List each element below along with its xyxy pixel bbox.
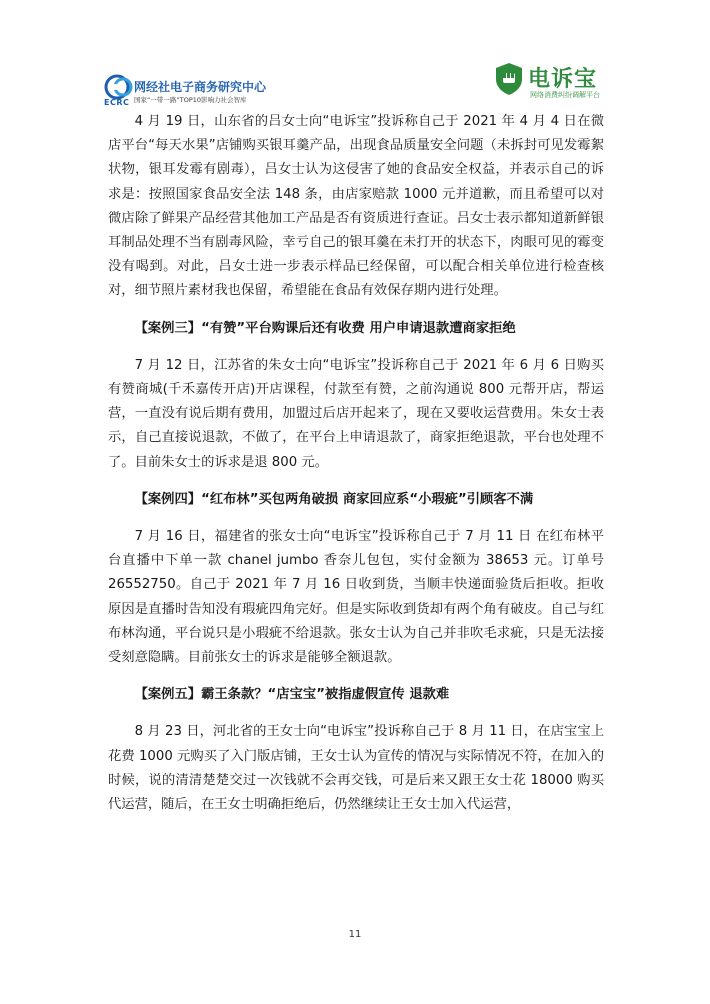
shield-fist-icon — [494, 62, 524, 96]
document-body — [108, 110, 604, 817]
case3-heading: 【案例三】“有赞”平台购课后还有收费 用户申请退款遭商家拒绝 — [134, 320, 516, 336]
paragraph-case2-continued: 4 月 19 日，山东省的吕女士向“电诉宝”投诉称自己于 2021 年 4 月 4 日在微店平台“每天水果”店铺购买银耳羹产品，出现食品质量安全问题（未拆封可见发霉絮状物，银耳发霉有剧毒），吕女士认为这侵害了她的食品安全权益，并表示自己的诉求是：按照国家食品安全法 148 条，由店家赔款 1000 元并道歉，而且希望可以对微店除了鲜果产品经营其他加工产品是否有资质进行查证。吕女士表示都知道新鲜银耳制品处理不当有剧毒风险，幸亏自己的银耳羹在未打开的状态下，肉眼可见的霉变没有喝到。对此，吕女士进一步表示样品已经保留，可以配合相关单位进行检查核对，细节照片素材我也保留，希望能在食品有效保存期内进行处理。 — [108, 114, 604, 299]
dianshubao-logo — [494, 60, 614, 104]
case5-heading: 【案例五】霸王条款？“店宝宝”被指虚假宣传 退款难 — [134, 687, 450, 703]
page-header — [0, 0, 710, 110]
dianshubao-title: 电诉宝 — [528, 67, 598, 92]
ecrc-title: 网经社电子商务研究中心 — [134, 80, 267, 94]
dianshubao-subtitle: 网络消费纠纷调解平台 — [530, 91, 600, 99]
ecrc-subtitle: 国家“一带一路”TOP10影响力社会智库 — [134, 96, 247, 104]
page-number: 11 — [348, 929, 362, 940]
case4-paragraph: 7 月 16 日，福建省的张女士向“电诉宝”投诉称自己于 7 月 11 日 在红布林平台直播中下单一款 chanel jumbo 香奈儿包包，实付金额为 38653 元。订单号 26552750。自己于 2021 年 7 月 16 日收到货，当顺丰快递面验货后拒收。拒收原因是直播时告知没有瑕疵四角完好。但是实际收到货却有两个角有破皮。自己与红布林沟通，平台说只是小瑕疵不给退款。张女士认为自己并非吹毛求疵，只是无法接受刻意隐瞒。目前张女士的诉求是能够全额退款。 — [108, 529, 604, 666]
case4-heading: 【案例四】“红布林”买包两角破损 商家回应系“小瑕疵”引顾客不满 — [134, 491, 534, 507]
case3-paragraph: 7 月 12 日，江苏省的朱女士向“电诉宝”投诉称自己于 2021 年 6 月 6 日购买有赞商城(千禾嘉传开店)开店课程，付款至有赞，之前沟通说 800 元帮开店，帮运营，一直没有说后期有费用，加盟过后店开起来了，现在又要收运营费用。朱女士表示，自己直接说退款，不做了，在平台上申请退款了，商家拒绝退款，平台也处理不了。目前朱女士的诉求是退 800 元。 — [108, 357, 604, 470]
case5-paragraph: 8 月 23 日，河北省的王女士向“电诉宝”投诉称自己于 8 月 11 日，在店宝宝上花费 1000 元购买了入门版店铺，王女士认为宣传的情况与实际情况不符，在加入的时候，说的清清楚楚交过一次钱就不会再交钱，可是后来又跟王女士花 18000 购买代运营，随后，在王女士明确拒绝后，仍然继续让王女士加入代运营， — [108, 724, 604, 813]
ecrc-abbr: ECRC — [104, 98, 130, 107]
ecrc-logo — [104, 74, 267, 110]
